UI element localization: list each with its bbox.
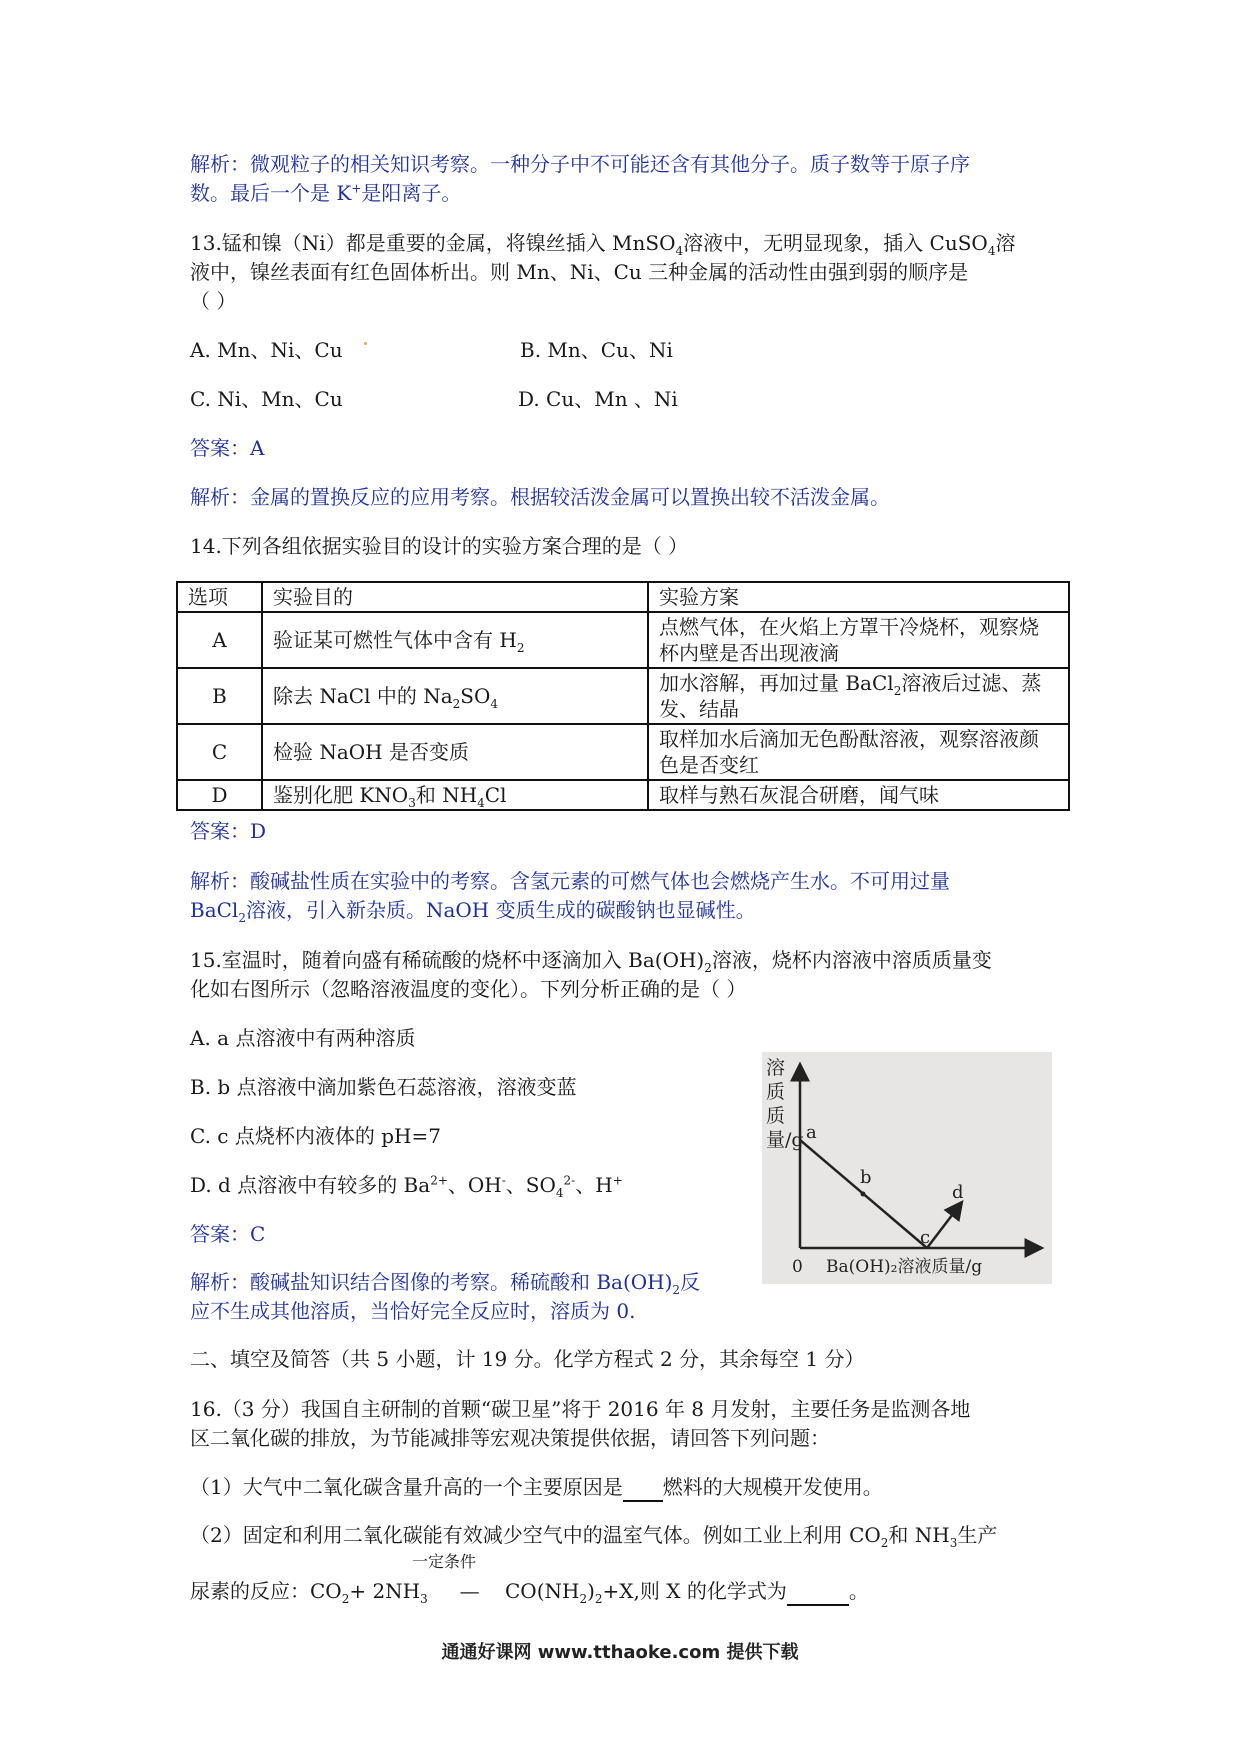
table-cell-plan: 取样加水后滴加无色酚酞溶液，观察溶液颜色是否变红 (648, 724, 1069, 780)
table-row (177, 612, 1069, 668)
y-axis-label: 溶质质量/g (766, 1057, 804, 1151)
point-label-b: b (860, 1167, 872, 1188)
q16-stem: 16.（3 分）我国自主研制的首颗“碳卫星”将于 2016 年 8 月发射，主要任务是监测各地 区二氧化碳的排放，为节能减排等宏观决策提供依据，请回答下列问题： (190, 1397, 971, 1450)
stray-dot (364, 342, 367, 345)
q15-stem: 15.室温时，随着向盛有稀硫酸的烧杯中逐滴加入 $Ba(OH)_2$溶液，烧杯内溶液中溶质质量变 化如右图所示（忽略溶液温度的变化）。下列分析正确的是（ ） (190, 948, 992, 1001)
q15-option-c: C. c 点烧杯内液体的 pH=7 (190, 1124, 441, 1148)
experiment-table (176, 581, 1070, 811)
section-2-heading: 二、填空及简答（共 5 小题，计 19 分。化学方程式 2 分，其余每空 1 分） (190, 1347, 865, 1371)
table-row (177, 668, 1069, 724)
reaction-condition: 一定条件 (412, 1552, 477, 1571)
point-label-d: d (952, 1182, 964, 1203)
q12-analysis: 解析：微观粒子的相关知识考察。一种分子中不可能还含有其他分子。质子数等于原子序 数。最后一个是 K+是阳离子。 (190, 152, 970, 205)
analysis-label: 解析： (190, 152, 250, 176)
table-header: 选项 (177, 582, 262, 612)
answer-blank[interactable] (623, 1474, 663, 1502)
q15-answer: 答案：C (190, 1222, 266, 1246)
q13-option-a: A. Mn、Ni、Cu (190, 338, 343, 362)
q15-analysis: 解析：酸碱盐知识结合图像的考察。稀硫酸和 $Ba(OH)_2$反 应不生成其他溶质，当恰好完全反应时，溶质为 0. (190, 1270, 701, 1323)
table-row (177, 780, 1069, 810)
q15-option-d: D. d 点溶液中有较多的 $Ba^{2+}$、OH-、$SO_4^{2-}$、H+ (190, 1173, 623, 1200)
answer-blank[interactable] (787, 1578, 849, 1606)
q16-part-1: （1）大气中二氧化碳含量升高的一个主要原因是 燃料的大规模开发使用。 (190, 1474, 883, 1502)
table-cell-option: D (177, 780, 262, 810)
q13-option-b: B. Mn、Cu、Ni (520, 338, 673, 362)
graph-svg (762, 1052, 1052, 1284)
reaction-arrow: — (459, 1579, 480, 1603)
q13-answer: 答案：A (190, 436, 265, 460)
table-cell-plan: 点燃气体，在火焰上方罩干冷烧杯，观察烧杯内壁是否出现液滴 (648, 612, 1069, 668)
q13-analysis: 解析：金属的置换反应的应用考察。根据较活泼金属可以置换出较不活泼金属。 (190, 485, 890, 509)
origin-label: 0 (792, 1257, 803, 1277)
q16-part-2: （2）固定和利用二氧化碳能有效减少空气中的温室气体。例如工业上利用 $CO_2$和 $NH_3$生产 (190, 1523, 998, 1550)
q14-analysis: 解析：酸碱盐性质在实验中的考察。含氢元素的可燃气体也会燃烧产生水。不可用过量 BaCl$_2$溶液，引入新杂质。NaOH 变质生成的碳酸钠也显碱性。 (190, 869, 950, 925)
footer-watermark: 通通好课网 www.tthaoke.com 提供下载 (441, 1642, 799, 1663)
graph-line-cd (927, 1202, 962, 1248)
point-b (861, 1192, 866, 1197)
table-cell-purpose: 除去 NaCl 中的 $Na_2SO_4$ (262, 668, 648, 724)
table-header-row (177, 582, 1069, 612)
point-label-a: a (806, 1122, 817, 1143)
table-cell-option: B (177, 668, 262, 724)
table-cell-option: C (177, 724, 262, 780)
q15-option-b: B. b 点溶液中滴加紫色石蕊溶液，溶液变蓝 (190, 1075, 577, 1099)
point-label-c: c (920, 1227, 931, 1248)
q16-equation: 尿素的反应：$CO_2+ 2NH_3$ — $CO(NH_2)_2+X$,则 X 的化学式为 。 (190, 1579, 869, 1606)
table-header: 实验目的 (262, 582, 648, 612)
table-cell-plan: 取样与熟石灰混合研磨，闻气味 (648, 780, 1069, 810)
q13-option-c: C. Ni、Mn、Cu (190, 387, 343, 411)
table-cell-option: A (177, 612, 262, 668)
solute-mass-graph (762, 1052, 1052, 1284)
q13-option-d: D. Cu、Mn 、Ni (518, 387, 678, 411)
table-cell-plan: 加水溶解，再加过量 BaCl$_2$溶液后过滤、蒸发、结晶 (648, 668, 1069, 724)
q13-stem: 13.锰和镍（Ni）都是重要的金属，将镍丝插入 MnSO$_4$溶液中，无明显现象，插入 CuSO$_4$溶 液中，镍丝表面有红色固体析出。则 Mn、Ni、Cu 三种金属的活动性由强到弱的顺序是 （ ） (190, 231, 1016, 313)
table-cell-purpose: 检验 NaOH 是否变质 (262, 724, 648, 780)
q14-answer: 答案：D (190, 819, 267, 843)
table-cell-purpose: 鉴别化肥 $KNO_3$和 $NH_4Cl$ (262, 780, 648, 810)
q14-stem: 14.下列各组依据实验目的设计的实验方案合理的是（ ） (190, 534, 689, 558)
x-axis-label: Ba(OH)₂溶液质量/g (826, 1257, 983, 1277)
q15-option-a: A. a 点溶液中有两种溶质 (190, 1026, 416, 1050)
table-header: 实验方案 (648, 582, 1069, 612)
table-cell-purpose: 验证某可燃性气体中含有 $H_2$ (262, 612, 648, 668)
table-row (177, 724, 1069, 780)
